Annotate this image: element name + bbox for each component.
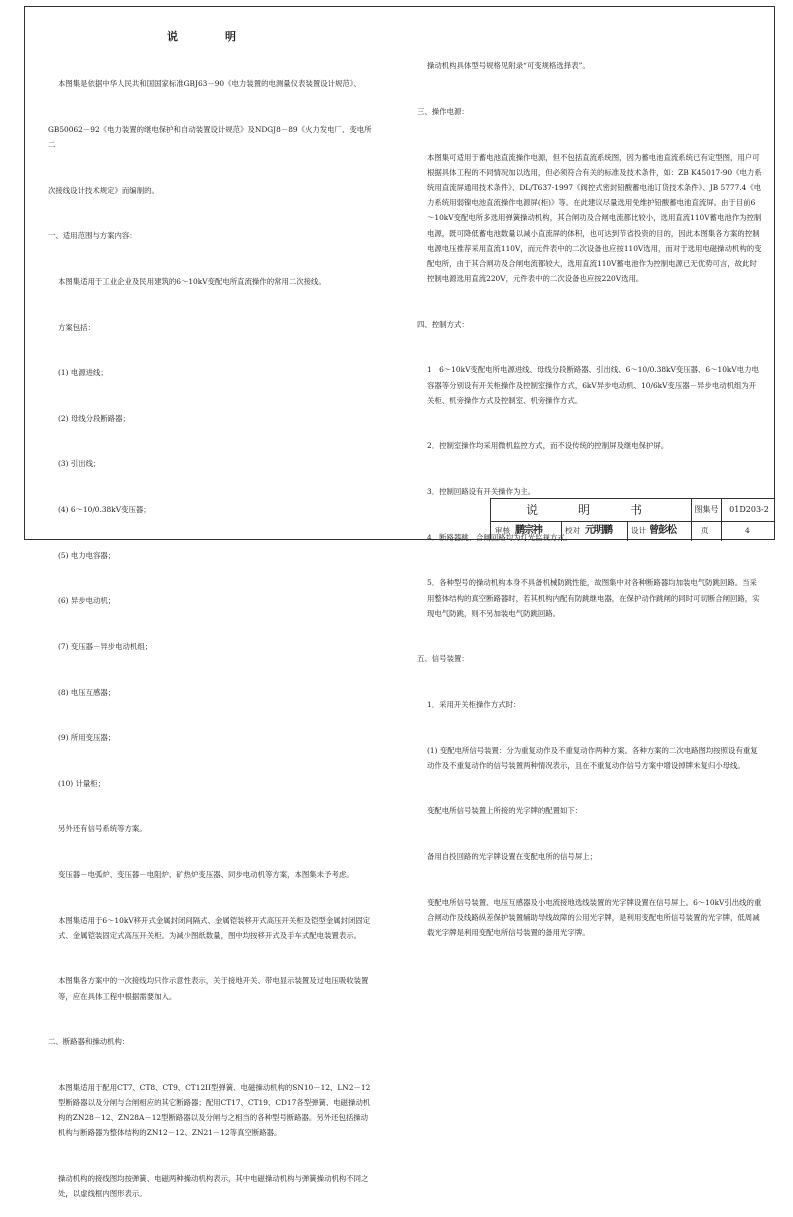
check-signature: 元明鹏 bbox=[585, 525, 612, 536]
page-title: 说 明 bbox=[167, 30, 254, 43]
section-heading: 四、控制方式： bbox=[417, 319, 469, 329]
left-column bbox=[48, 46, 373, 1217]
para: 本图集适用于6～10kV移开式金属封闭间隔式、金属铠装移开式高压开关柜及铠型金属封闭固定式、金属铠装固定式高压开关柜。为减少图纸数量，图中均按移开式及手车式配电装置表示。 bbox=[58, 915, 371, 940]
para: GB50062－92《电力装置的继电保护和自动装置设计规范》及NDGJ8－89《火力发电厂、变电所二 bbox=[48, 125, 372, 150]
list-item: (10) 计量柜； bbox=[58, 778, 106, 788]
para: 5．各种型号的操动机构本身不具备机械防跳性能，故图集中对各种断路器均加装电气防跳回路。当采用整体结构的真空断路器时，若其机构内配有防跳继电器，在保护动作跳闸的同时可切断合闸回路，实现电气防跳，则不另加装电气防跳回路。 bbox=[427, 578, 760, 618]
design-signature: 曾彭松 bbox=[649, 525, 676, 536]
title-block bbox=[490, 498, 775, 540]
review-label: 审核 bbox=[495, 526, 510, 535]
para: 本图集各方案中的一次接线均只作示意性表示，关于接地开关、带电显示装置及过电压吸收装置等，应在具体工程中根据需要加入。 bbox=[58, 976, 369, 1001]
section-heading: 二、断路器和操动机构： bbox=[48, 1037, 130, 1047]
para: 本图集适用于配用CT7、CT8、CT9、CT12II型弹簧、电磁操动机构的SN10－12、LN2－12型断路器以及分闸与合闸相应的其它断路器；配用CT17、CT19、CD17各型弹簧、电磁操动机构的ZN28－12、ZN28A－12型断路器以及分闸与之相当的各种型号断路器。另外还包括操动机构与断路器为整体结构的ZN12－12、ZN21－12等真空断路器。 bbox=[58, 1082, 371, 1138]
atlas-label: 图集号 bbox=[691, 499, 721, 521]
list-item: (9) 所用变压器； bbox=[58, 733, 116, 743]
para: 备用自投回路的光字牌设置在变配电所的信号屏上； bbox=[427, 851, 597, 861]
para: 本图集是依据中华人民共和国国家标准GBJ63－90《电力装置的电测量仪表装置设计规范》、 bbox=[58, 79, 361, 89]
para: 操动机构具体型号规格见附录“可变规格选择表”。 bbox=[427, 61, 590, 71]
right-column bbox=[417, 28, 762, 955]
section-heading: 一、适用范围与方案内容： bbox=[48, 231, 137, 241]
section-heading: 三、操作电源： bbox=[417, 107, 469, 117]
list-item: (2) 母线分段断路器； bbox=[58, 413, 130, 423]
atlas-number: 01D203-2 bbox=[721, 499, 776, 521]
list-item: (6) 异步电动机； bbox=[58, 596, 116, 606]
page-label: 页 bbox=[701, 526, 709, 535]
para: 4．断路器跳、合闸回路均为灯光监视方式。 bbox=[427, 532, 573, 542]
section-heading: 五、信号装置： bbox=[417, 654, 469, 664]
list-item: (5) 电力电容器； bbox=[58, 550, 116, 560]
page-number: 4 bbox=[745, 526, 750, 535]
para: 本图集可适用于蓄电池直流操作电源，但不包括直流系统图，因为蓄电池直流系统已有定型图，用户可根据具体工程的不同情况加以选用，但必须符合有关的标准及技术条件，如：ZB K45017-90《电力系统用直流屏通用技术条件》、DL/T637-1997《阀控式密封铅酸蓄电池订货技术条件》、JB 5777.4《电力系统用弱镍电池直流操作电源屏(柜)》等。在此建议尽量选用免维护铅酸蓄电池直流屏。由于目前6～10kV变配电所多选用弹簧操动机构，其合闸功及合闸电流都比较小，选用直流110V蓄电池作为控制电源，既可降低蓄电池数量以减小直流屏的体积，也可达到节省投资的目的，因此本图集各方案的控制电源电压推荐采用直流110V，而元件表中的二次设备也应按110V选用，而对于选用电磁操动机构的变配电所，由于其合闸功及合闸电流都较大，选用直流110V蓄电池作为控制电源已无优势可言，故此时控制电源选用直流220V，元件表中的二次设备也应按220V选用。 bbox=[427, 152, 762, 284]
para: 本图集适用于工业企业及民用建筑的6～10kV变配电所直流操作的常用二次接线。 bbox=[58, 277, 326, 287]
para: 变配电所信号装置上所接的光字牌的配置如下： bbox=[427, 806, 583, 816]
para: 变压器－电弧炉、变压器－电阻炉、矿热炉变压器、同步电动机等方案，本图集未予考虑。 bbox=[58, 869, 354, 879]
para: 另外还有信号系统等方案。 bbox=[58, 824, 147, 834]
title-block-name: 说 明 书 bbox=[525, 503, 656, 517]
design-label: 设计 bbox=[631, 526, 646, 535]
para: (1) 变配电所信号装置：分为重复动作及不重复动作两种方案。各种方案的二次电路图均按照设有重复动作及不重复动作的信号装置两种情况表示，且在不重复动作信号方案中增设掉牌未复归小母线。 bbox=[427, 745, 758, 770]
list-item: (8) 电压互感器； bbox=[58, 687, 116, 697]
list-item: (4) 6～10/0.38kV变压器； bbox=[58, 505, 151, 515]
para: 1 6～10kV变配电所电源进线、母线分段断路器、引出线、6～10/0.38kV变压器、6～10kV电力电容器等分别设有开关柜操作及控制室操作方式，6kV异步电动机、10/6kV变压器－异步电动机组为开关柜、机旁操作方式及控制室、机旁操作方式。 bbox=[427, 365, 759, 405]
para: 3．控制回路设有开关操作为主。 bbox=[427, 487, 536, 497]
list-item: (7) 变压器－异步电动机组； bbox=[58, 641, 153, 651]
list-item: (3) 引出线； bbox=[58, 459, 101, 469]
para: 2．控制室操作均采用微机监控方式，而不设传统的控制屏及继电保护屏。 bbox=[427, 441, 669, 451]
para: 方案包括： bbox=[58, 322, 95, 332]
check-label: 校对 bbox=[565, 526, 580, 535]
list-item: (1) 电源进线； bbox=[58, 368, 108, 378]
para: 操动机构的接线图均按弹簧、电磁两种操动机构表示，其中电磁操动机构与弹簧操动机构不同之处，以虚线框内图形表示。 bbox=[58, 1174, 369, 1199]
para: 1．采用开关柜操作方式时： bbox=[427, 699, 521, 709]
para: 次接线设计技术规定》而编制的。 bbox=[48, 185, 159, 195]
para: 变配电所信号装置、电压互感器及小电流接地选线装置的光字牌设置在信号屏上。6～10kV引出线的重合闸动作及线路纵差保护装置辅助导线故障的公用光字牌，是利用变配电所信号装置的光字牌，低周减载光字牌是利用变配电所信号装置的备用光字牌。 bbox=[427, 897, 762, 937]
review-signature: 鹏宗祎 bbox=[515, 525, 542, 536]
